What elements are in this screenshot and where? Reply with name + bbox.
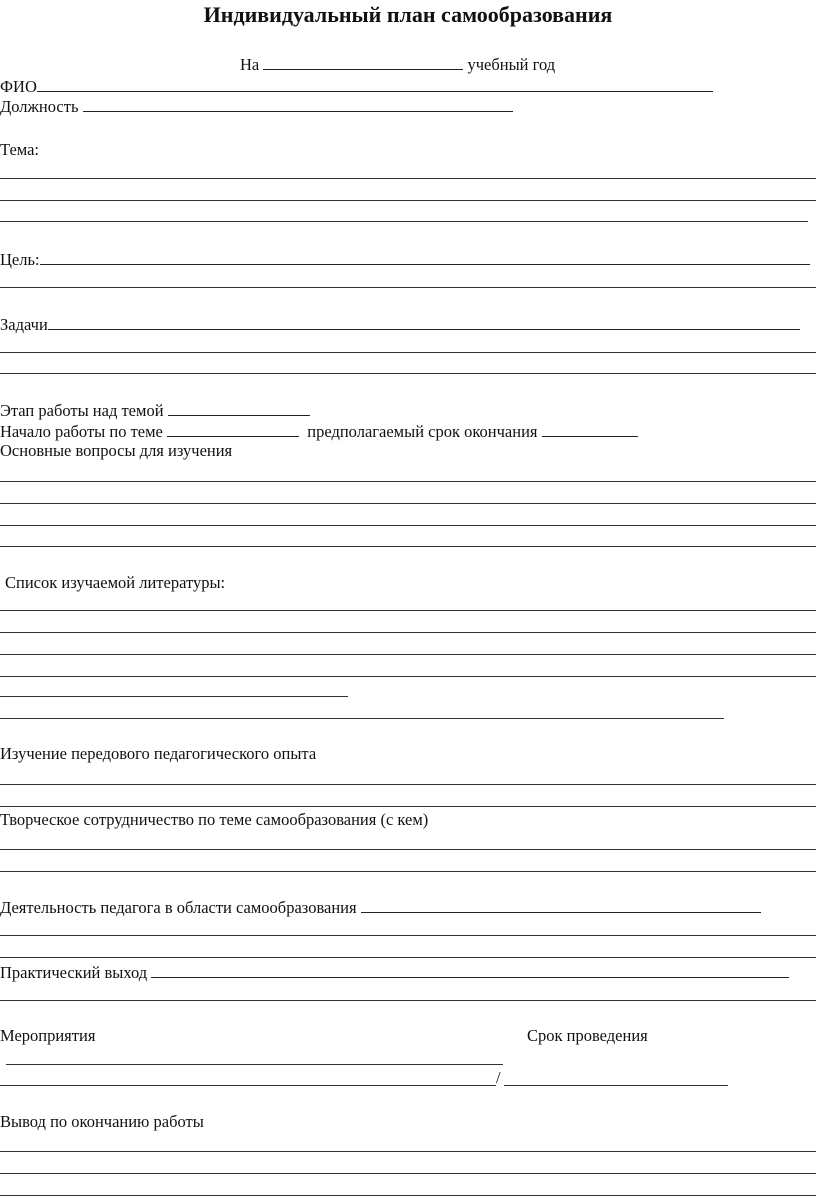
questions-line-1[interactable] bbox=[0, 481, 816, 482]
activity-line-3[interactable] bbox=[0, 957, 816, 958]
literature-line-6[interactable] bbox=[0, 718, 724, 719]
conclusion-line-1[interactable] bbox=[0, 1151, 816, 1152]
fio-row bbox=[0, 76, 713, 97]
year-field[interactable] bbox=[263, 54, 463, 70]
stage-row bbox=[0, 400, 310, 421]
start-field[interactable] bbox=[167, 421, 299, 437]
experience-label: Изучение передового педагогического опыта bbox=[0, 744, 317, 763]
questions-line-3[interactable] bbox=[0, 525, 816, 526]
cooperation-line-1[interactable] bbox=[0, 849, 816, 850]
tasks-row bbox=[0, 314, 800, 335]
topic-label: Тема: bbox=[0, 140, 40, 159]
practical-output-line-2[interactable] bbox=[0, 1000, 816, 1001]
event-date-label: Срок проведения bbox=[527, 1026, 648, 1045]
cooperation-label: Творческое сотрудничество по теме самообразования (с кем) bbox=[0, 810, 429, 829]
conclusion-line-2[interactable] bbox=[0, 1173, 816, 1174]
activity-label: Деятельность педагога в области самообразования bbox=[0, 898, 357, 917]
main-questions-label: Основные вопросы для изучения bbox=[0, 441, 233, 460]
activity-line-2[interactable] bbox=[0, 935, 816, 936]
tasks-field[interactable] bbox=[48, 314, 800, 330]
practical-output-field[interactable] bbox=[151, 962, 789, 978]
position-row bbox=[0, 96, 513, 117]
goal-line-2[interactable] bbox=[0, 287, 816, 288]
position-field[interactable] bbox=[83, 96, 513, 112]
questions-line-4[interactable] bbox=[0, 546, 816, 547]
literature-label: Список изучаемой литературы: bbox=[5, 573, 226, 592]
literature-line-4[interactable] bbox=[0, 676, 816, 677]
goal-row bbox=[0, 249, 810, 270]
year-suffix: учебный год bbox=[467, 55, 556, 74]
questions-line-2[interactable] bbox=[0, 503, 816, 504]
tasks-line-3[interactable] bbox=[0, 373, 816, 374]
literature-line-5[interactable] bbox=[0, 696, 348, 697]
tasks-line-2[interactable] bbox=[0, 352, 816, 353]
activity-row bbox=[0, 897, 761, 918]
expected-end-field[interactable] bbox=[542, 421, 638, 437]
literature-line-1[interactable] bbox=[0, 610, 816, 611]
events-line-1[interactable] bbox=[6, 1064, 503, 1065]
start-label: Начало работы по теме bbox=[0, 422, 163, 441]
fio-field[interactable] bbox=[37, 76, 713, 92]
stage-field[interactable] bbox=[168, 400, 310, 416]
activity-field[interactable] bbox=[361, 897, 761, 913]
stage-label: Этап работы над темой bbox=[0, 401, 164, 420]
goal-field[interactable] bbox=[40, 249, 810, 265]
page-title: Индивидуальный план самообразования bbox=[203, 2, 613, 27]
position-label: Должность bbox=[0, 97, 79, 116]
conclusion-line-3[interactable] bbox=[0, 1195, 816, 1196]
experience-line-1[interactable] bbox=[0, 784, 816, 785]
fio-label: ФИО bbox=[0, 77, 37, 96]
literature-line-2[interactable] bbox=[0, 632, 816, 633]
goal-label: Цель: bbox=[0, 250, 40, 269]
year-prefix: На bbox=[240, 55, 260, 74]
events-label: Мероприятия bbox=[0, 1026, 96, 1045]
tasks-label: Задачи bbox=[0, 315, 48, 334]
start-row bbox=[0, 421, 638, 442]
topic-line-2[interactable] bbox=[0, 200, 816, 201]
topic-line-3[interactable] bbox=[0, 221, 808, 222]
practical-output-label: Практический выход bbox=[0, 963, 148, 982]
events-separator: / bbox=[496, 1068, 501, 1087]
school-year-line bbox=[240, 54, 555, 75]
conclusion-label: Вывод по окончанию работы bbox=[0, 1112, 204, 1131]
events-line-2[interactable] bbox=[0, 1085, 496, 1086]
expected-end-label: предполагаемый срок окончания bbox=[307, 422, 538, 441]
experience-line-2[interactable] bbox=[0, 806, 816, 807]
event-date-line[interactable] bbox=[504, 1085, 728, 1086]
practical-output-row bbox=[0, 962, 789, 983]
cooperation-line-2[interactable] bbox=[0, 871, 816, 872]
literature-line-3[interactable] bbox=[0, 654, 816, 655]
topic-line-1[interactable] bbox=[0, 178, 816, 179]
